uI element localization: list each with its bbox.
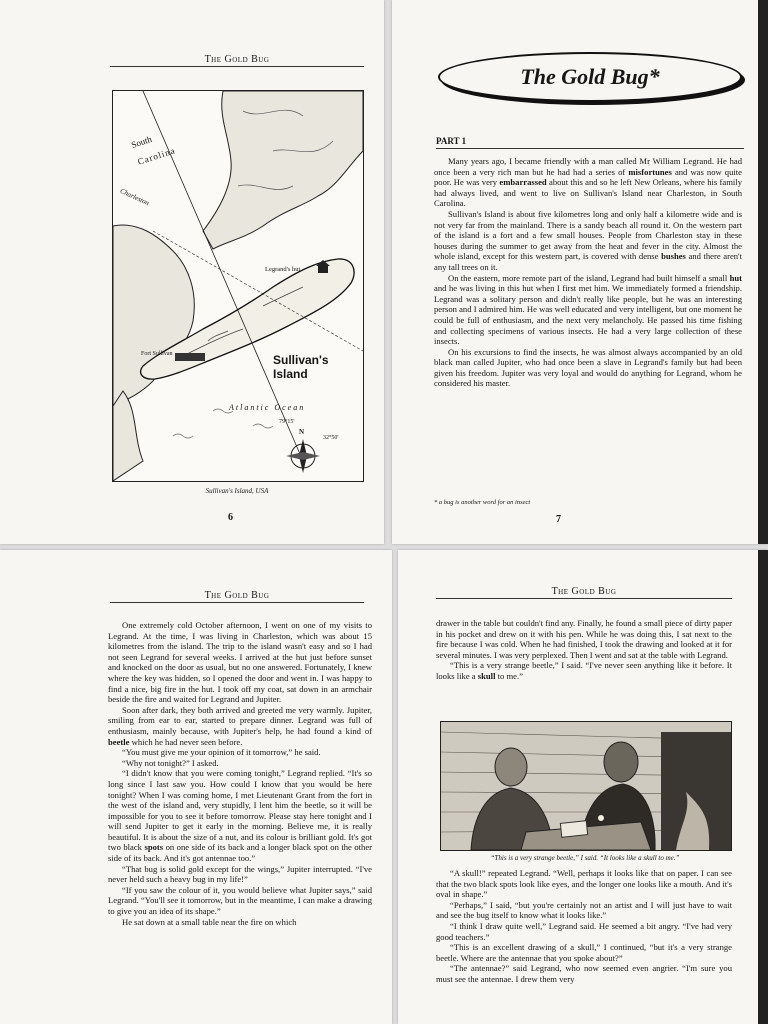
map-label-fort: Fort Sullivan — [141, 351, 173, 357]
paragraph — [108, 864, 372, 885]
paragraph — [108, 747, 372, 758]
paragraph — [434, 273, 742, 347]
chapter-title: The Gold Bug* — [520, 64, 660, 89]
running-head: The Gold Bug — [204, 590, 270, 601]
text-run: “The antennae?” said Legrand, who now seemed even angrier. “I'm sure you must see the antennae. I drew them very — [436, 963, 732, 984]
glossary-word: embarrassed — [499, 177, 547, 188]
text-run: which he had never seen before. — [129, 736, 243, 747]
text-run: on one side of its back and a longer black spot on the other side of its back. And it's got antennae too.” — [108, 842, 372, 864]
paragraph — [436, 618, 732, 660]
page-8 — [0, 550, 392, 1024]
illustration-drawing — [441, 722, 731, 850]
header-rule — [110, 66, 364, 67]
map-label-island: Sullivan's Island — [273, 353, 329, 381]
text-run: to me.” — [495, 670, 523, 681]
text-run: “I think I draw quite well,” Legrand said. He seemed a bit angry. “I've had very good teachers.” — [436, 920, 732, 942]
glossary-word: misfortunes — [628, 166, 672, 177]
text-run: “If you saw the colour of it, you would believe what Jupiter says,” said Legrand. “You'll see it tomorrow, but in the meantime, I can make a drawing to give you an idea of its shape.” — [108, 884, 372, 917]
text-run: On the eastern, more remote part of the island, Legrand had built himself a small — [448, 272, 730, 283]
map-label-south: South — [129, 133, 154, 151]
illustration-caption: “This is a very strange beetle,” I said. “It looks like a skull to me.” — [490, 854, 680, 862]
text-run: “Why not tonight?” I asked. — [122, 757, 219, 768]
body-text — [108, 620, 372, 927]
body-text-bottom — [436, 868, 732, 985]
text-run: drawer in the table but couldn't find any. Finally, he found a small piece of dirty paper in his pocket and drew on it with his pen. While he was doing this, I sat next to the fire because I was cold. When he had finished, I took the drawing and looked at it for several minutes. I was very perplexed. Then I went and sat at the table with Legrand. — [436, 618, 732, 660]
body-text — [434, 156, 742, 389]
page-edge — [758, 0, 768, 544]
page-number: 6 — [228, 512, 233, 523]
text-run: Soon after dark, they both arrived and greeted me very warmly. Jupiter, smiling from ear to ear, started to prepare dinner. Legrand was full of enthusiasm, mainly because, with Jupiter's help, he had found a kind of — [108, 704, 372, 736]
text-run: Sullivan's Island is about five kilometres long and only half a kilometre wide and is not very far from the mainland. There is a sandy beach all round it. On the western part of the island is a fort and a few small houses. People from Charleston stay in these houses during the summer to get away from the heat and fever in the city. Almost the whole island, except for this western part, is covered with dense — [434, 208, 742, 262]
paragraph — [434, 209, 742, 273]
glossary-word: beetle — [108, 736, 130, 747]
text-run: about this and so he left New Orleans, where his family had always lived, and went to live on Sullivan's Island near Charleston, in South Carolina. — [434, 177, 742, 209]
map-label-latitude: 32°50' — [323, 435, 339, 441]
text-run: and he was living in this hut when I first met him. We immediately formed a friendship. Legrand was a solitary person and didn't really like people, but he was an interesting person and I admired him. He was well educated and very intelligent, but one moment he could be full of enthusiasm, and the next very melancholy. He passed his time fishing and collecting specimens of various insects. He had a very large collection of these insects. — [434, 283, 742, 347]
running-head: The Gold Bug — [204, 54, 270, 65]
map-label-legrands-hut: Legrand's hut — [265, 266, 301, 273]
header-rule — [436, 598, 732, 599]
page-number: 7 — [556, 514, 561, 525]
paragraph — [434, 156, 742, 209]
text-run: “This is a very strange beetle,” I said. “I've never seen anything like it before. It looks like a — [436, 660, 732, 681]
text-run: and there aren't any tall trees on it. — [434, 251, 742, 272]
paragraph — [436, 868, 732, 900]
part-heading: PART 1 — [436, 136, 467, 146]
paragraph — [108, 917, 372, 928]
glossary-word: spots — [144, 842, 164, 853]
paragraph — [108, 705, 372, 747]
paragraph — [436, 942, 732, 963]
text-run: and was now quite poor. He was very — [434, 166, 742, 188]
text-run: Many years ago, I became friendly with a man called Mr William Legrand. He had once been a very rich man but he had had a series of — [434, 156, 742, 177]
text-run: “This is an excellent drawing of a skull,” I continued, “but it's a very strange beetle. Where are the antennae that you spoke about?” — [436, 942, 732, 963]
paragraph — [108, 885, 372, 917]
page-9 — [398, 550, 768, 1024]
map-drawing — [113, 91, 363, 481]
map-label-north: N — [299, 428, 305, 436]
glossary-word: hut — [729, 272, 742, 283]
page-7 — [392, 0, 768, 544]
body-text-top — [436, 618, 732, 682]
paragraph — [436, 963, 732, 984]
map-illustration — [112, 90, 364, 482]
text-run: “You must give me your opinion of it tomorrow,” he said. — [122, 747, 321, 758]
page-edge — [758, 550, 768, 1024]
map-label-ocean: Atlantic Ocean — [229, 403, 306, 412]
header-rule — [110, 602, 364, 603]
chapter-title-frame — [438, 52, 742, 102]
map-label-carolina: Carolina — [136, 145, 177, 167]
map-label-longitude: 79°15' — [279, 419, 295, 425]
paragraph — [108, 620, 372, 705]
paragraph — [108, 768, 372, 863]
running-head: The Gold Bug — [551, 586, 617, 597]
text-run: “That bug is solid gold except for the wings,” Jupiter interrupted. “I've never held such a heavy bug in my life!” — [108, 863, 372, 885]
paragraph — [434, 347, 742, 389]
text-run: “Perhaps,” I said, “but you're certainly not an artist and I will just have to wait and see the bug itself to know what it looks like.” — [436, 899, 732, 921]
glossary-word: skull — [477, 670, 496, 681]
paragraph — [108, 758, 372, 769]
text-run: “I didn't know that you were coming tonight,” Legrand replied. “It's so long since I last saw you. How could I know that you would be here tonight? When I was coming home, I met Lieutenant Grant from the fort in the west of the island and, very stupidly, I lent him the beetle, so it will be impossible for you to see it before tomorrow. Please stay here tonight and I will send Jupiter to get it early in the morning. Believe me, it is really beautiful. It is about the size of a nut, and its colour is brilliant gold. It's got two black — [108, 768, 372, 853]
map-caption: Sullivan's Island, USA — [205, 487, 269, 495]
footnote: * a bug is another word for an insect — [434, 499, 531, 506]
text-run: He sat down at a small table near the fire on which — [122, 916, 297, 927]
text-run: One extremely cold October afternoon, I went on one of my visits to Legrand. At the time, I was living in Charleston, which was about 15 kilometres from the island. The trip to the island wasn't easy and so I had not seen Legrand for several weeks. I arrived at the hut just before sunset and knocked on the door as usual, but no one answered. Fortunately, I knew where the key was hidden, so I opened the door and went in. I was happy to find a nice, big fire in the hut. I took off my coat, sat down in an armchair beside the fire and waited for Legrand and Jupiter. — [108, 620, 372, 705]
paragraph — [436, 660, 732, 681]
map-label-charleston: Charleston — [118, 186, 151, 208]
page-6 — [0, 0, 384, 544]
story-illustration — [440, 721, 732, 851]
text-run: On his excursions to find the insects, he was almost always accompanied by an old black man called Jupiter, who had once been a slave in Legrand's family but had been given his freedom. Jupiter was very loyal and would do anything for Legrand, whom he considered his master. — [434, 346, 742, 389]
glossary-word: bushes — [661, 251, 686, 262]
paragraph — [436, 900, 732, 921]
text-run: “A skull!” repeated Legrand. “Well, perhaps it looks like that on paper. I can see that the two black spots look like eyes, and the longer one looks like a mouth. And it's oval in shape.” — [436, 868, 732, 900]
part-rule — [436, 148, 744, 149]
paragraph — [436, 921, 732, 942]
